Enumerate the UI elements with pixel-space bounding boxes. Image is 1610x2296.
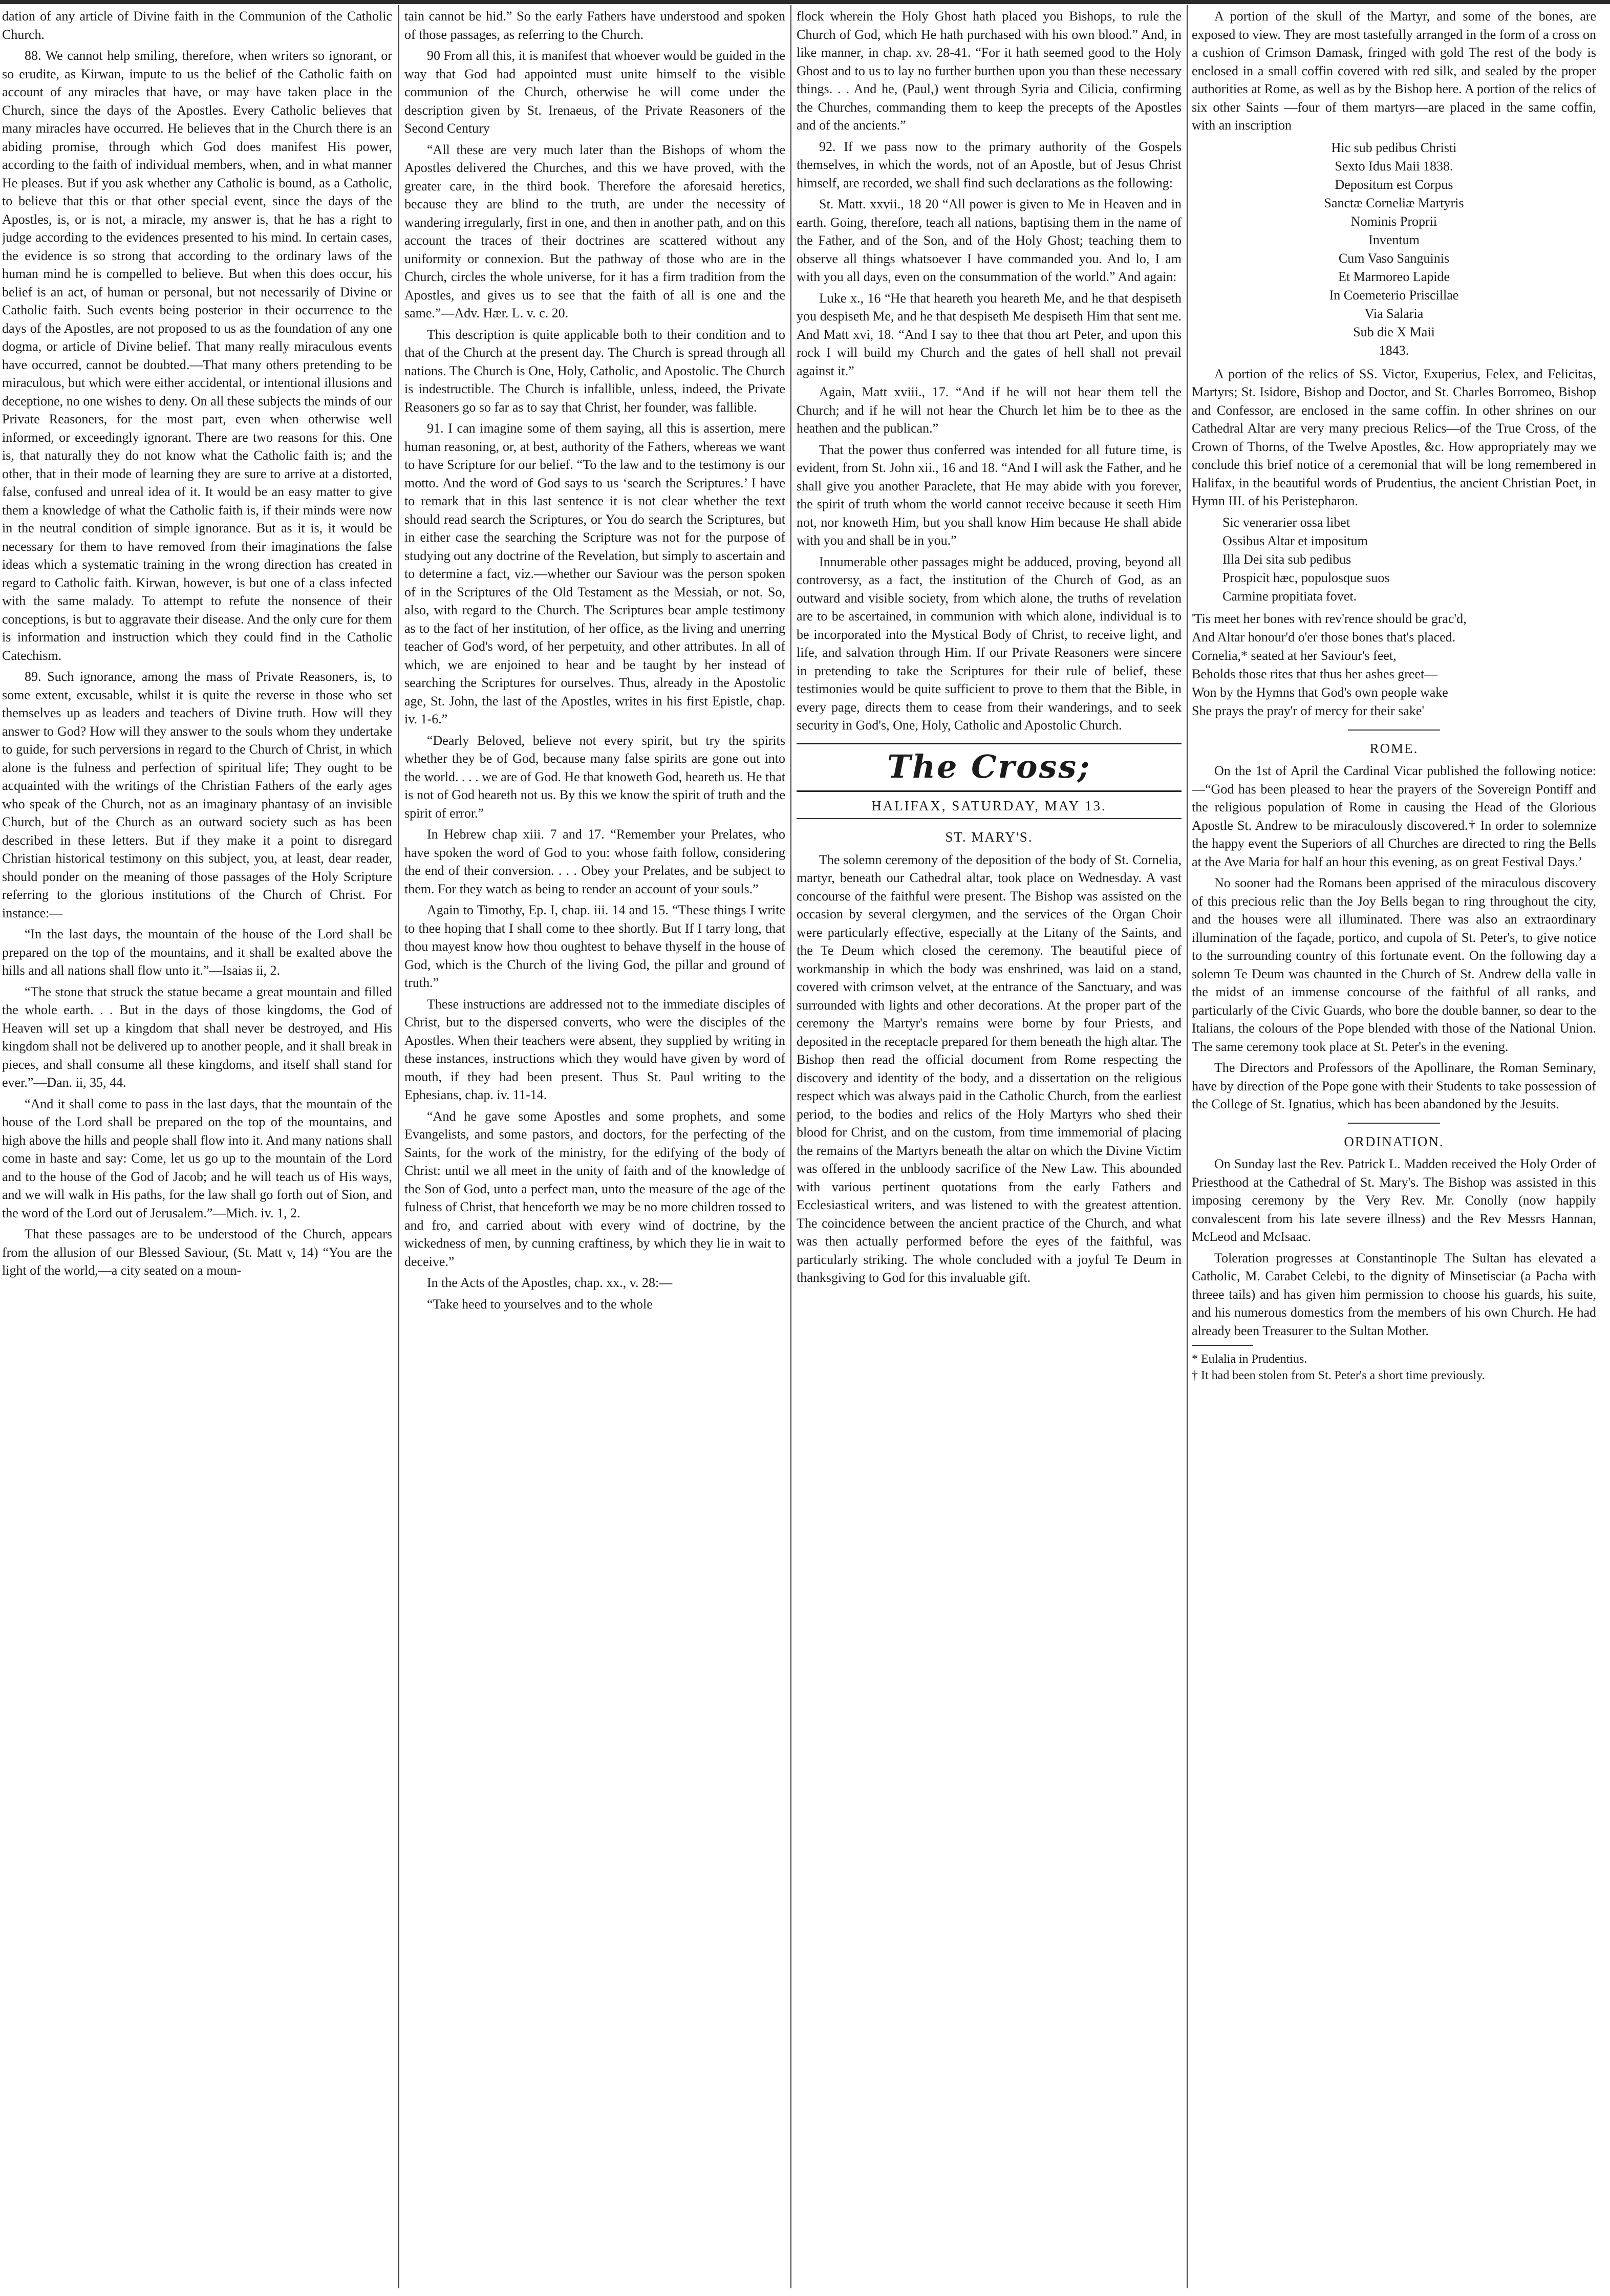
dateline: HALIFAX, SATURDAY, MAY 13. <box>797 797 1182 820</box>
poem-line: Carmine propitiata fovet. <box>1222 588 1357 604</box>
article-paragraph: Again, Matt xviii., 17. “And if he will not hear them tell the Church; and if he will not hear the Church let him be to thee as the heathen and the publican.” <box>797 384 1182 436</box>
english-poem <box>1192 610 1596 720</box>
column-2 <box>404 7 785 2280</box>
article-paragraph: That these passages are to be understood of the Church, appears from the allusion of our Blessed Saviour, (St. Matt v, 14) “You are the light of the world,—a city seated on a moun- <box>2 1227 392 1278</box>
article-paragraph: No sooner had the Romans been apprised of the miraculous discovery of this precious relic than the Joy Bells began to ring throughout the city, and the houses were all illuminated. There was also an extraordinary illumination of the façade, portico, and cupola of St. Peter's, to give notice to the surrounding country of this fortunate event. On the following day a solemn Te Deum was chaunted in the Church of St. Andrew della valle in the midst of an immense concourse of the faithful of all ranks, and particularly of the Civic Guards, who bore the double banner, so dear to the Italians, the colours of the Pope blended with those of the National Union. The same ceremony took place at St. Peter's in the evening. <box>1192 875 1596 1054</box>
article-paragraph: tain cannot be hid.” So the early Fathers have understood and spoken of those passages, as referring to the Church. <box>404 9 785 42</box>
inscription-line: Via Salaria <box>1364 306 1424 321</box>
footnote: † It had been stolen from St. Peter's a short time previously. <box>1192 1369 1485 1382</box>
poem-line: She prays the pray'r of mercy for their sake' <box>1192 703 1425 718</box>
inscription-line: Sexto Idus Maii 1838. <box>1335 158 1453 174</box>
inscription-line: Cum Vaso Sanguinis <box>1338 250 1450 266</box>
inscription-line: Sanctæ Corneliæ Martyris <box>1324 195 1464 210</box>
masthead <box>797 743 1182 792</box>
column-3 <box>797 7 1182 2280</box>
article-paragraph: The Directors and Professors of the Apollinare, the Roman Seminary, have by direction of the Pope gone with their Students to take possession of the College of St. Ignatius, which has been abandoned by the Jesuits. <box>1192 1060 1596 1111</box>
poem-line: Ossibus Altar et impositum <box>1222 533 1368 548</box>
inscription-line: Hic sub pedibus Christi <box>1331 140 1457 155</box>
article-paragraph: 92. If we pass now to the primary authority of the Gospels themselves, in which the words, not of an Apostle, but of Jesus Christ himself, are recorded, we shall find such declarations as the following: <box>797 139 1182 190</box>
article-paragraph: St. Matt. xxvii., 18 20 “All power is given to Me in Heaven and in earth. Going, therefore, teach all nations, baptising them in the name of the Father, and of the Son, and of the Holy Ghost; teaching them to observe all things whatsoever I have commanded you. And lo, I am with you all days, even on the consummation of the world.” And again: <box>797 197 1182 284</box>
inscription-line: In Coemeterio Priscillae <box>1329 287 1459 303</box>
column-divider <box>1187 5 1188 2288</box>
poem-line: Beholds those rites that thus her ashes greet— <box>1192 666 1438 681</box>
column-1 <box>2 7 392 2280</box>
column-divider <box>790 5 791 2288</box>
section-divider <box>1348 1123 1440 1124</box>
article-paragraph: A portion of the skull of the Martyr, and some of the bones, are exposed to view. They are most tastefully arranged in the form of a cross on a cushion of Crimson Damask, fringed with gold The rest of the body is enclosed in a small coffin covered with red silk, and sealed by the proper authorities at Rome, as well as by the Bishop here. A portion of the relics of six other Saints —four of them martyrs—are placed in the same coffin, with an inscription <box>1192 9 1596 133</box>
inscription-line: 1843. <box>1379 342 1409 358</box>
poem-line: And Altar honour'd o'er those bones that's placed. <box>1192 629 1456 645</box>
article-paragraph: A portion of the relics of SS. Victor, Exuperius, Felex, and Felicitas, Martyrs; St. Isidore, Bishop and Doctor, and St. Charles Borromeo, Bishop and Confessor, are enclosed in the same coffin. In other shrines on our Cathedral Altar are very many precious Relics—of the True Cross, of the Crown of Thorns, of the Twelve Apostles, &c. How appropriately may we conclude this brief notice of a ceremonial that will be long remembered in Halifax, in the beautiful words of Prudentius, the ancient Christian Poet, in Hymn III. of his Peristepharon. <box>1192 366 1596 508</box>
inscription-line: Nominis Proprii <box>1350 213 1437 229</box>
article-paragraph: 91. I can imagine some of them saying, all this is assertion, mere human reasoning, or, at best, authority of the Fathers, whereas we want to have Scripture for our belief. “To the law and to the testimony is our motto. And the word of God says to us ‘search the Scriptures.’ I have to remark that in this last sentence it is not clear whether the text should read search the Scriptures, or You do search the Scriptures, but in either case the searching the Scripture was not for the purpose of studying out any doctrine of the Revelation, but simply to ascertain and to determine a fact, viz.—whether our Saviour was the person spoken of in the Scriptures of the Old Testament as the Messiah, or not. So, also, with regard to the Church. The Scriptures bear ample testimony as to the fact of her institution, of her office, as the living and unerring teacher of God's word, of her perpetuity, and other attributes. In all of which, we are enjoined to hear and be taught by her instead of searching the Scriptures for ourselves. Thus, already in the Apostolic age, St. John, the last of the Apostles, writes in his first Epistle, chap. iv. 1-6.” <box>404 421 785 726</box>
article-paragraph: On Sunday last the Rev. Patrick L. Madden received the Holy Order of Priesthood at the Cathedral of St. Mary's. The Bishop was assisted in this imposing ceremony by the Very Rev. Mr. Conolly (now happily convalescent from his late severe illness) and the Rev Messrs Hannan, McLeod and McIsaac. <box>1192 1156 1596 1244</box>
article-paragraph: 90 From all this, it is manifest that whoever would be guided in the way that God had appointed must unite himself to the visible communion of the Church, otherwise he will come under the description given by St. Irenaeus, of the Private Reasoners of the Second Century <box>404 48 785 136</box>
article-paragraph: flock wherein the Holy Ghost hath placed you Bishops, to rule the Church of God, which He hath purchased with his own blood.” And, in like manner, in chap. xv. 28-41. “For it hath seemed good to the Holy Ghost and to us to lay no further burthen upon you than these necessary things. . . And he, (Paul,) went through Syria and Cilicia, confirming the Churches, commanding them to keep the precepts of the Apostles and of the ancients.” <box>797 9 1182 133</box>
section-heading-rome: ROME. <box>1369 740 1419 756</box>
masthead-title: The Cross; <box>887 747 1091 785</box>
article-paragraph: In Hebrew chap xiii. 7 and 17. “Remember your Prelates, who have spoken the word of God to you: whose faith follow, considering the end of their conversion. . . . Obey your Prelates, and be subject to them. For they watch as being to render an account of your souls.” <box>404 827 785 896</box>
poem-line: Prospicit hæc, populosque suos <box>1222 570 1390 585</box>
section-divider <box>1348 729 1440 731</box>
poem-line: Cornelia,* seated at her Saviour's feet, <box>1192 648 1397 663</box>
column-divider <box>398 5 399 2288</box>
quote-paragraph: “Take heed to yourselves and to the whole <box>427 1296 653 1312</box>
article-paragraph: Again to Timothy, Ep. I, chap. iii. 14 and 15. “These things I write to thee hoping that I shall come to thee shortly. But If I tarry long, that thou mayest know how thou oughtest to behave thyself in the house of God, which is the Church of the living God, the pillar and ground of truth.” <box>404 903 785 990</box>
footnote-rule <box>1192 1345 1253 1346</box>
section-heading-ordination: ORDINATION. <box>1344 1133 1444 1149</box>
footnotes <box>1192 1345 1596 1384</box>
article-paragraph: Luke x., 16 “He that heareth you heareth Me, and he that despiseth you despiseth Me, and he that despiseth Me despiseth Him that sent me. And Matt xvi, 18. “And I say to thee that thou art Peter, and upon this rock I will build my Church and the gates of hell shall not prevail against it.” <box>797 290 1182 378</box>
quote-paragraph: “All these are very much later than the Bishops of whom the Apostles delivered the Churches, and this we have proved, with the greater care, in the third book. Therefore the aforesaid heretics, because they are blind to the truth, are under the necessity of wandering irregularly, first in one, and then in another path, and on this account the traces of their doctrines are scattered without any uniformity or connexion. But the pathway of those who are in the Church, circles the whole universe, for it has a firm tradition from the Apostles, and gives us to see that the faith of all is one and the same.”—Adv. Hær. L. v. c. 20. <box>404 142 785 320</box>
footnote: * Eulalia in Prudentius. <box>1192 1353 1307 1366</box>
article-paragraph: In the Acts of the Apostles, chap. xx., v. 28:— <box>427 1275 673 1290</box>
article-paragraph: These instructions are addressed not to the immediate disciples of Christ, but to the dispersed converts, who were the disciples of the Apostles. When their teachers were absent, they supplied by writing in these instances, instructions which they would have given by word of mouth, if they had been present. Thus St. Paul writing to the Ephesians, chap. iv. 11-14. <box>404 996 785 1102</box>
article-paragraph: Toleration progresses at Constantinople The Sultan has elevated a Catholic, M. Carabet Celebi, to the dignity of Minsetisciar (a Pacha with threee tails) and has given him permission to choose his guards, his suite, and his numerous domestics from the members of his own Church. He had already been Treasurer to the Sultan Mother. <box>1192 1250 1596 1338</box>
article-paragraph: That the power thus conferred was intended for all future time, is evident, from St. John xii., 16 and 18. “And I will ask the Father, and he shall give you another Paraclete, that He may abide with you forever, the spirit of truth whom the world cannot receive because it seeth Him not, nor knoweth Him, but you shall know Him because He shall abide with you and shall be in you.” <box>797 442 1182 548</box>
top-rule <box>0 0 1610 4</box>
quote-paragraph: “And he gave some Apostles and some prophets, and some Evangelists, and some pastors, and doctors, for the perfecting of the Saints, for the work of the ministry, for the edifying of the body of Christ: until we all meet in the unity of faith and of the knowledge of the Son of God, unto a perfect man, unto the measure of the age of the fulness of Christ, that henceforth we may be no more children tossed to and fro, and carried about with every wind of doctrine, by the wickedness of men, by cunning craftiness, by which they lie in wait to deceive.” <box>404 1108 785 1269</box>
inscription-line: Et Marmoreo Lapide <box>1338 269 1450 284</box>
scripture-quote: “The stone that struck the statue became a great mountain and filled the whole earth. . . But in the days of those kingdoms, the God of Heaven will set up a kingdom that shall never be destroyed, and His kingdom shall not be delivered up to another people, and it shall break in pieces, and shall consume all these kingdoms, and itself shall stand for ever.”—Dan. ii, 35, 44. <box>2 984 392 1090</box>
poem-line: Sic venerarier ossa libet <box>1222 514 1350 530</box>
article-paragraph: This description is quite applicable both to their condition and to that of the Church at the present day. The Church is spread through all nations. The Church is One, Holy, Catholic, and Apostolic. The Church is indestructible. The Church is infallible, unless, indeed, the Private Reasoners go so far as to say that Christ, her founder, was fallible. <box>404 327 785 415</box>
column-4 <box>1192 7 1596 2280</box>
inscription-line: Depositum est Corpus <box>1335 177 1453 192</box>
scripture-quote: “And it shall come to pass in the last days, that the mountain of the house of the Lord shall be prepared on the top of the mountains, and high above the hills and people shall flow into it. And many nations shall come in haste and say: Come, let us go up to the mountain of the Lord and to the house of the God of Jacob; and he will teach us of His ways, and we will walk in His paths, for the law shall go forth out of Sion, and the word of the Lord out of Jerusalem.”—Mich. iv. 1, 2. <box>2 1096 392 1220</box>
article-paragraph: On the 1st of April the Cardinal Vicar published the following notice:—“God has been pleased to hear the prayers of the Sovereign Pontiff and the religious population of Rome in causing the Head of the Glorious Apostle St. Andrew to be miraculously discovered.† In order to solemnize the happy event the Superiors of all Churches are directed to ring the Bells at the Ave Maria for half an hour this evening, as on great Festival Days.’ <box>1192 763 1596 869</box>
poem-line: 'Tis meet her bones with rev'rence should be grac'd, <box>1192 611 1467 626</box>
scripture-quote: “In the last days, the mountain of the house of the Lord shall be prepared on the top of the mountains, and it shall be exalted above the hills and all nations shall flow unto it.”—Isaias ii, 2. <box>2 927 392 978</box>
poem-line: Won by the Hymns that God's own people wake <box>1192 684 1448 700</box>
section-heading-st-marys: ST. MARY'S. <box>945 829 1033 845</box>
inscription-line: Sub die X Maii <box>1353 324 1435 339</box>
article-paragraph: Innumerable other passages might be adduced, proving, beyond all controversy, as a fact, the institution of the Church of God, as an outward and visible society, from which alone, the truths of revelation are to be ascertained, in communion with which alone, individual is to be incorporated into the Mystical Body of Christ, to receive light, and life, and salvation through Him. If our Private Reasoners were sincere in pretending to take the Scriptures for their rule of belief, these testimonies would be quite sufficient to prove to them that the Bible, in every page, directs them to cease from their wanderings, and to seek security in God's, One, Holy, Catholic and Apostolic Church. <box>797 554 1182 733</box>
article-paragraph: 89. Such ignorance, among the mass of Private Reasoners, is, to some extent, excusable, whilst it is quite the reverse in those who set themselves up as leaders and teachers of Divine truth. How will they answer to God? How will they answer to the souls whom they undertake to guide, for such perversions in regard to the Church of Christ, in which alone is the fulness and perfection of spiritual life; They ought to be acquainted with the writings of the Christian Fathers of the early ages who speak of the Church, not as an imaginary phantasy of an invisible Church, but of the Church as an outward society such as has been described in these letters. But if they make it a point to disregard Christian historical testimony on this subject, you, at least, dear reader, should ponder on the meaning of those passages of the Holy Scripture referring to the glorious institutions of the Church of Christ. For instance:— <box>2 669 392 920</box>
poem-line: Illa Dei sita sub pedibus <box>1222 551 1351 567</box>
latin-inscription <box>1192 139 1596 360</box>
latin-poem <box>1222 513 1596 606</box>
article-paragraph: The solemn ceremony of the deposition of the body of St. Cornelia, martyr, beneath our Cathedral altar, took place on Wednesday. A vast concourse of the faithful were present. The Bishop was assisted on the occasion by several clergymen, and the services of the Organ Choir were particularly effective, especially at the Litany of the Saints, and the Te Deum which closed the ceremony. The beautiful piece of workmanship in which the body was enshrined, was laid on a stand, covered with crimson velvet, at the entrance of the Sanctuary, and was surrounded with lights and other decorations. At the proper part of the ceremony the Martyr's remains were borne by four Priests, and deposited in the receptacle prepared for them beneath the high altar. The Bishop then read the official document from Rome respecting the discovery and identity of the body, and a dissertation on the religious respect which was always paid in the Catholic Church, from the earliest period, to the bodies and relics of the Holy Martyrs who shed their blood for Christ, and on the custom, from time immemorial of placing the remains of the Martyrs beneath the altar on which the Divine Victim was offered in the unbloody sacrifice of the New Law. This abounded with various pertinent quotations from the early Fathers and Ecclesiastical writers, and was listened to with the greatest attention. The coincidence between the ancient practice of the Church, and what was then actually performed before the eyes of the faithful, was particularly striking. The whole concluded with a joyful Te Deum in thanksgiving to God for this invaluable gift. <box>797 852 1182 1285</box>
inscription-line: Inventum <box>1368 232 1420 247</box>
article-paragraph: dation of any article of Divine faith in the Communion of the Catholic Church. <box>2 9 392 42</box>
article-paragraph: 88. We cannot help smiling, therefore, when writers so ignorant, or so erudite, as Kirwan, impute to us the belief of the Catholic faith on account of any miracles that have, or may have taken place in the Church, since the days of the Apostles. Every Catholic believes that many miracles have occurred. He believes that in the Church there is an abiding promise, through which God does manifest His power, according to the faith of individual members, when, and in what manner He pleases. But if you ask whether any Catholic is bound, as a Catholic, to believe that this or that other special event, since the days of the Apostles, is, or is not, a miracle, my answer is, that he has a right to judge according to the evidences presented to his mind. In certain cases, the evidence is so strong that according to the ordinary laws of the human mind he is compelled to believe. But when this does occur, his belief is an act, of human or personal, but not necessarily of Divine or Catholic faith. Such events being posterior in their occurrence to the days of the Apostles, are not proposed to us as the foundation of any one dogma, or article of Divine belief. That many really miraculous events have occurred, cannot be doubted.—That many others pretending to be miraculous, but which were either accidental, or intentional illusions and deceptione, no one wishes to deny. On all these subjects the minds of our Private Reasoners, for the most part, even when otherwise well informed, or exceedingly ignorant. There are two reasons for this. One is, that naturally they do not know what the Catholic faith is; and the other, that in their mode of learning they are sure to arrive at a distorted, false, confused and unreal idea of it. It would be an easy matter to give them a knowledge of what the Catholic faith is, if their minds were now in the neutral condition of simple ignorance. But as it is, it would be necessary for them to have removed from their imaginations the false ideas which a systematic training in the wrong direction has created in regard to Catholic faith. Kirwan, however, is but one of a class infected with the same malady. To attempt to refute the nonsence of their conceptions, is but to aggravate their disease. And the only cure for them is information and instruction which they could find in the Catholic Catechism. <box>2 48 392 663</box>
quote-paragraph: “Dearly Beloved, believe not every spirit, but try the spirits whether they be of God, because many false spirits are gone out into the world. . . . we are of God. He that knoweth God, heareth us. He that is not of God heareth not us. By this we know the spirit of truth and the spirit of error.” <box>404 733 785 821</box>
